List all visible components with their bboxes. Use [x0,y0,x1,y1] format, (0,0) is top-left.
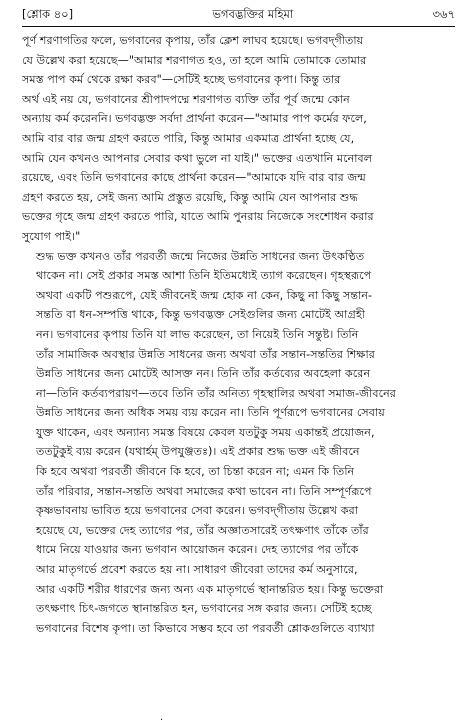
text-line: অথবা একটি পশুরূপে, যেই জীবনেই জন্ম হোক না কেন, কিছু না কিছু সন্তান- [36,288,373,302]
header-rule [22,26,455,27]
text-line: আমি যেন কখনও আপনার সেবার কথা ভুলে না যাই।" ভক্তের এতখানি মনোবল [22,151,373,165]
text-line: উন্নতি সাধনের জন্য মোটেই আসক্ত নন। তিনি তাঁর কর্তব্যের অবহেলা করেন [36,367,371,381]
text-line: তৎক্ষণাৎ চিৎ-জগতে স্থানান্তরিত হন, ভগবানের সঙ্গ করার জন্য। সেটিই হচ্ছে [36,602,372,616]
text-line: আর মাতৃগর্ভে প্রবেশ করতে হয় না। সাধারণ জীবেরা তাদের কর্ম অনুসারে, [36,563,358,577]
page-body [22,31,455,638]
text-line: রয়েছে, এবং তিনি ভগবানের কাছে প্রার্থনা করেন—"আমাকে যদি বার বার জন্ম [22,171,366,185]
text-line: কি হবে অথবা পরবর্তী জীবনে কি হবে, তা চিন্তা করেন না; এমন কি তিনি [36,465,355,479]
text-line: যে উল্লেখ করা হয়েছে—"আমার শরণাগত হও, তা হলে আমি তোমাকে তোমার [22,53,367,67]
text-line: আমি বার বার জন্ম গ্রহণ করতে পারি, কিন্তু আমার একমাত্র প্রার্থনা হচ্ছে যে, [22,131,355,145]
paragraph [22,247,455,639]
text-line: হয়েছে যে, ভক্তের দেহ ত্যাগের পর, তাঁর অজ্ঞাতসারেই তৎক্ষণাৎ তাঁকে তাঁর [36,523,369,537]
paragraph [22,31,455,247]
text-line: যুক্ত থাকেন, এবং অন্যান্য সমস্ত বিষয়ে কেবল যতটুকু সময় একান্তই প্রয়োজন, [36,425,375,439]
text-line: সুযোগ পাই।" [22,229,81,243]
page-header [22,6,455,26]
text-line: শুদ্ধ ভক্ত কখনও তাঁর পরবর্তী জন্মে নিজের উন্নতি সাধনের জন্য উৎকণ্ঠিত [36,249,365,263]
running-title: ভগবদ্ভক্তির মহিমা [212,7,294,21]
text-line: ভগবানের বিশেষ কৃপা। তা কিভাবে সম্ভব হবে তা পরবর্তী শ্লোকগুলিতে ব্যাখ্যা [36,621,375,635]
text-line: নন। ভগবানের কৃপায় তিনি যা লাভ করেছেন, তা নিয়েই তিনি সন্তুষ্ট। তিনি [36,327,359,341]
text-line: না—তিনি কর্তব্যপরায়ণ—তবে তিনি তাঁর অনিত্য গৃহস্থালির অথবা সমাজ-জীবনের [36,386,396,400]
text-line: অন্যায় কর্ম করেননি। ভগবদ্ভক্ত সর্বদা প্রার্থনা করেন—"আমার পাপ কর্মের ফলে, [22,112,367,126]
text-line: সন্ততি বা ধন-সম্পত্তি থাকে, কিন্তু ভগবদ্ভক্ত সেইগুলির জন্য মোটেই আগ্রহী [36,308,366,322]
text-line: আর একটি শরীর ধারণের জন্য অন্য এক মাতৃগর্ভে স্থানান্তরিত হয়। কিন্তু ভক্তেরা [36,582,384,596]
text-line: গ্রহণ করতে হয়, সেই জন্য আমি প্রস্তুত রয়েছি, কিন্তু আমি যেন আপনার শুদ্ধ [22,190,358,204]
text-line: ভক্তের গৃহে জন্ম গ্রহণ করতে পারি, যাতে আমি পুনরায় নিজেকে সংশোধন করার [22,210,374,224]
text-line: তাঁর সামাজিক অবস্থার উন্নতি সাধনের জন্য অথবা তাঁর সন্তান-সন্ততির শিক্ষার [36,347,375,361]
footer-mark: . [160,712,164,723]
text-line: থাকেন না। সেই প্রকার সমস্ত আশা তিনি ইতিমধ্যেই ত্যাগ করেছেন। গৃহস্থরূপে [36,269,372,283]
text-line: সমস্ত পাপ কর্ম থেকে রক্ষা করব"—সেটিই হচ্ছে ভগবানের কৃপা। কিন্তু তার [22,73,341,87]
text-line: কৃষ্ণভাবনায় ভাবিত হয়ে ভগবানের সেবা করেন। ভগবদ্‌গীতায় উল্লেখ করা [36,504,358,518]
text-line: উন্নতি সাধনের জন্য অধিক সময় ব্যয় করেন না। তিনি পূর্ণরূপে ভগবানের সেবায় [36,406,385,420]
text-line: পূর্ণ শরণাগতির ফলে, ভগবানের কৃপায়, তাঁর ক্লেশ লাঘব হয়েছে। ভগবদ্‌গীতায় [22,34,364,47]
page-number: ৩৬৭ [432,7,455,21]
text-line: অর্থ এই নয় যে, ভগবানের শ্রীপাদপদ্মে শরণাগত ব্যক্তি তাঁর পূর্ব জন্মে কোন [22,92,350,106]
text-line: তাঁর পরিবার, সন্তান-সন্ততি অথবা সমাজের কথা ভাবেন না। তিনি সম্পূর্ণরূপে [36,484,372,498]
verse-reference: [শ্লোক ৪০] [22,7,74,21]
text-line: ততটুকুই ব্যয় করেন (যথার্হম্ উপযুঞ্জতঃ)। এই প্রকার শুদ্ধ ভক্ত এই জীবনে [36,445,360,459]
text-line: ধামে নিয়ে যাওয়ার জন্য ভগবান আয়োজন করেন। দেহ ত্যাগের পর তাঁকে [36,543,359,557]
